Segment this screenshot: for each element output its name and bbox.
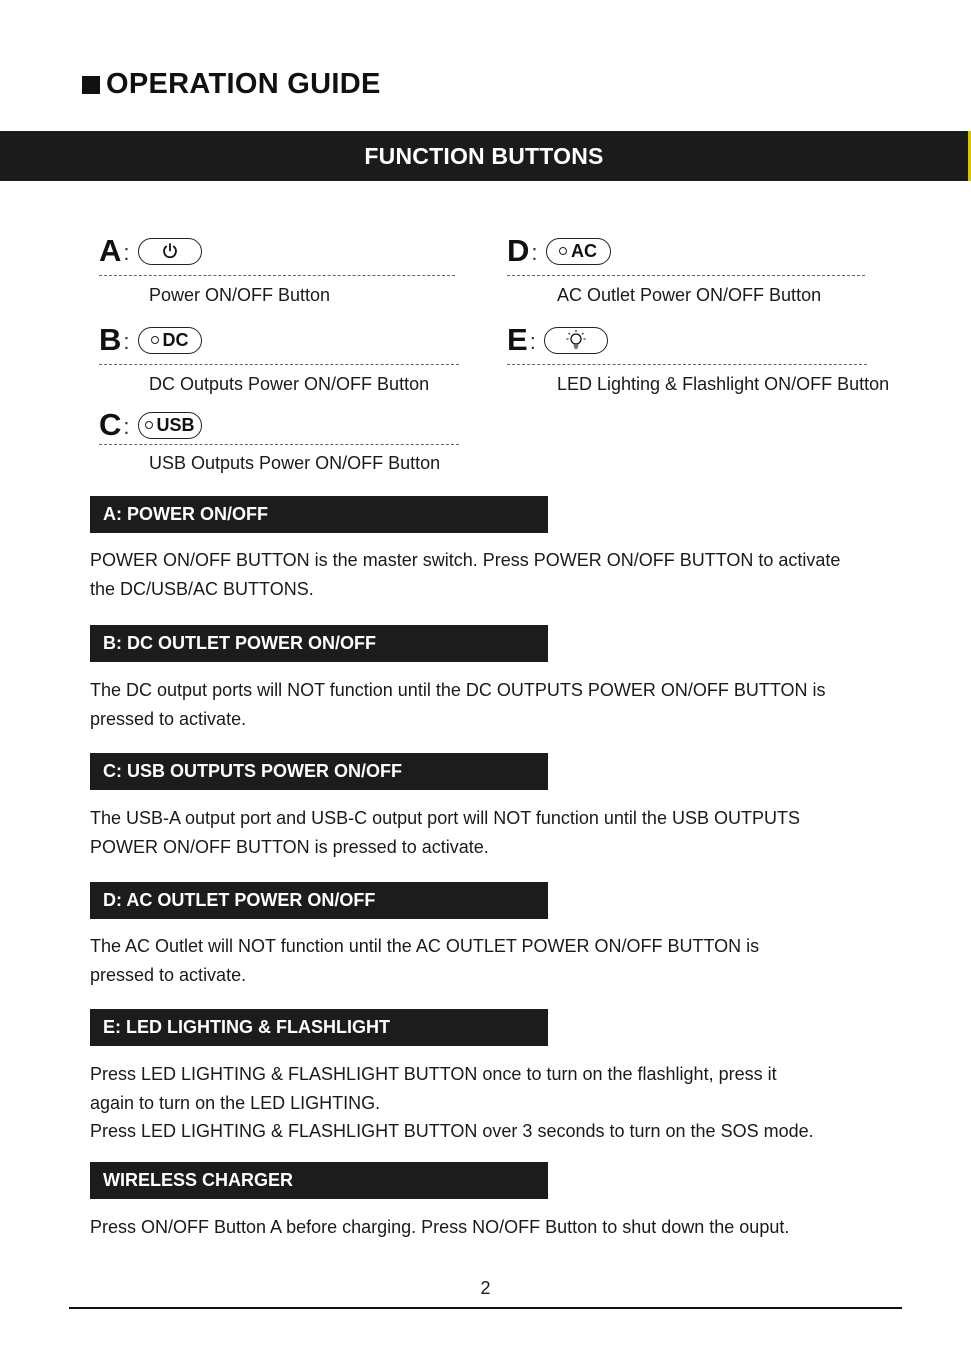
- body-line: POWER ON/OFF BUTTON is pressed to activate.: [90, 836, 489, 857]
- button-d-row: [507, 233, 611, 269]
- button-letter: D: [507, 233, 530, 268]
- banner-title: FUNCTION BUTTONS: [364, 142, 604, 169]
- body-line: Press LED LIGHTING & FLASHLIGHT BUTTON once to turn on the flashlight, press it: [90, 1064, 777, 1084]
- section-body-ac: [90, 932, 890, 989]
- power-button-pill: [138, 238, 202, 265]
- button-a-row: [99, 233, 202, 269]
- section-title: B: DC OUTLET POWER ON/OFF: [103, 633, 376, 653]
- ring-icon: [151, 336, 159, 344]
- pill-label: AC: [571, 240, 598, 261]
- button-letter: A: [99, 233, 122, 268]
- button-c-row: [99, 407, 202, 443]
- pill-label: DC: [162, 329, 189, 350]
- colon: :: [123, 240, 130, 265]
- section-body-power: [90, 546, 890, 603]
- dashed-divider: [507, 275, 865, 276]
- dashed-divider: [507, 364, 867, 365]
- button-letter: B: [99, 322, 122, 357]
- function-buttons-banner: [0, 131, 971, 181]
- dashed-divider: [99, 275, 455, 276]
- body-line: the DC/USB/AC BUTTONS.: [90, 578, 314, 599]
- ring-icon: [145, 421, 153, 429]
- square-bullet-icon: [82, 76, 100, 94]
- button-a-description: Power ON/OFF Button: [149, 285, 331, 305]
- button-e-row: [507, 322, 608, 358]
- body-line: pressed to activate.: [90, 964, 247, 985]
- ring-icon: [559, 247, 567, 255]
- body-line: The USB-A output port and USB-C output port will NOT function until the USB OUTPUTS: [90, 808, 800, 828]
- section-title: D: AC OUTLET POWER ON/OFF: [103, 890, 376, 910]
- section-header-dc: [90, 625, 548, 662]
- button-b-row: [99, 322, 202, 358]
- section-header-power: [90, 496, 548, 533]
- colon: :: [123, 329, 130, 354]
- lightbulb-icon: [565, 329, 587, 351]
- page-title: OPERATION GUIDE: [106, 68, 381, 100]
- body-line: Press LED LIGHTING & FLASHLIGHT BUTTON over 3 seconds to turn on the SOS mode.: [90, 1121, 814, 1141]
- section-header-usb: [90, 753, 548, 790]
- dc-button-pill: [138, 327, 202, 354]
- section-body-dc: [90, 676, 890, 733]
- section-title: C: USB OUTPUTS POWER ON/OFF: [103, 761, 402, 781]
- footer-rule: [69, 1307, 902, 1309]
- body-line: The DC output ports will NOT function until the DC OUTPUTS POWER ON/OFF BUTTON is: [90, 680, 826, 700]
- usb-button-pill: [138, 412, 202, 439]
- page-heading: [82, 68, 381, 101]
- led-button-pill: [544, 327, 608, 354]
- button-b-description: DC Outputs Power ON/OFF Button: [149, 374, 430, 394]
- button-letter: C: [99, 407, 122, 442]
- body-line: The AC Outlet will NOT function until the AC OUTLET POWER ON/OFF BUTTON is: [90, 936, 760, 956]
- section-title: E: LED LIGHTING & FLASHLIGHT: [103, 1017, 390, 1037]
- section-title: WIRELESS CHARGER: [103, 1170, 294, 1190]
- body-line: POWER ON/OFF BUTTON is the master switch. Press POWER ON/OFF BUTTON to activate: [90, 550, 841, 570]
- section-title: A: POWER ON/OFF: [103, 504, 268, 524]
- section-body-usb: [90, 804, 890, 861]
- body-line: again to turn on the LED LIGHTING.: [90, 1092, 381, 1113]
- button-letter: E: [507, 322, 528, 357]
- button-e-description: LED Lighting & Flashlight ON/OFF Button: [557, 374, 890, 394]
- page-number: 2: [480, 1278, 491, 1298]
- section-body-wireless: [90, 1213, 890, 1242]
- section-header-ac: [90, 882, 548, 919]
- section-header-wireless: [90, 1162, 548, 1199]
- dashed-divider: [99, 444, 459, 445]
- ac-button-pill: [546, 238, 611, 265]
- colon: :: [531, 240, 538, 265]
- body-line: Press ON/OFF Button A before charging. Press NO/OFF Button to shut down the ouput.: [90, 1217, 790, 1237]
- body-line: pressed to activate.: [90, 708, 247, 729]
- colon: :: [123, 414, 130, 439]
- dashed-divider: [99, 364, 459, 365]
- button-c-description: USB Outputs Power ON/OFF Button: [149, 453, 441, 473]
- section-body-led: [90, 1060, 890, 1146]
- power-icon: [161, 242, 179, 260]
- pill-label: USB: [156, 414, 195, 435]
- section-header-led: [90, 1009, 548, 1046]
- colon: :: [529, 329, 536, 354]
- button-d-description: AC Outlet Power ON/OFF Button: [557, 285, 822, 305]
